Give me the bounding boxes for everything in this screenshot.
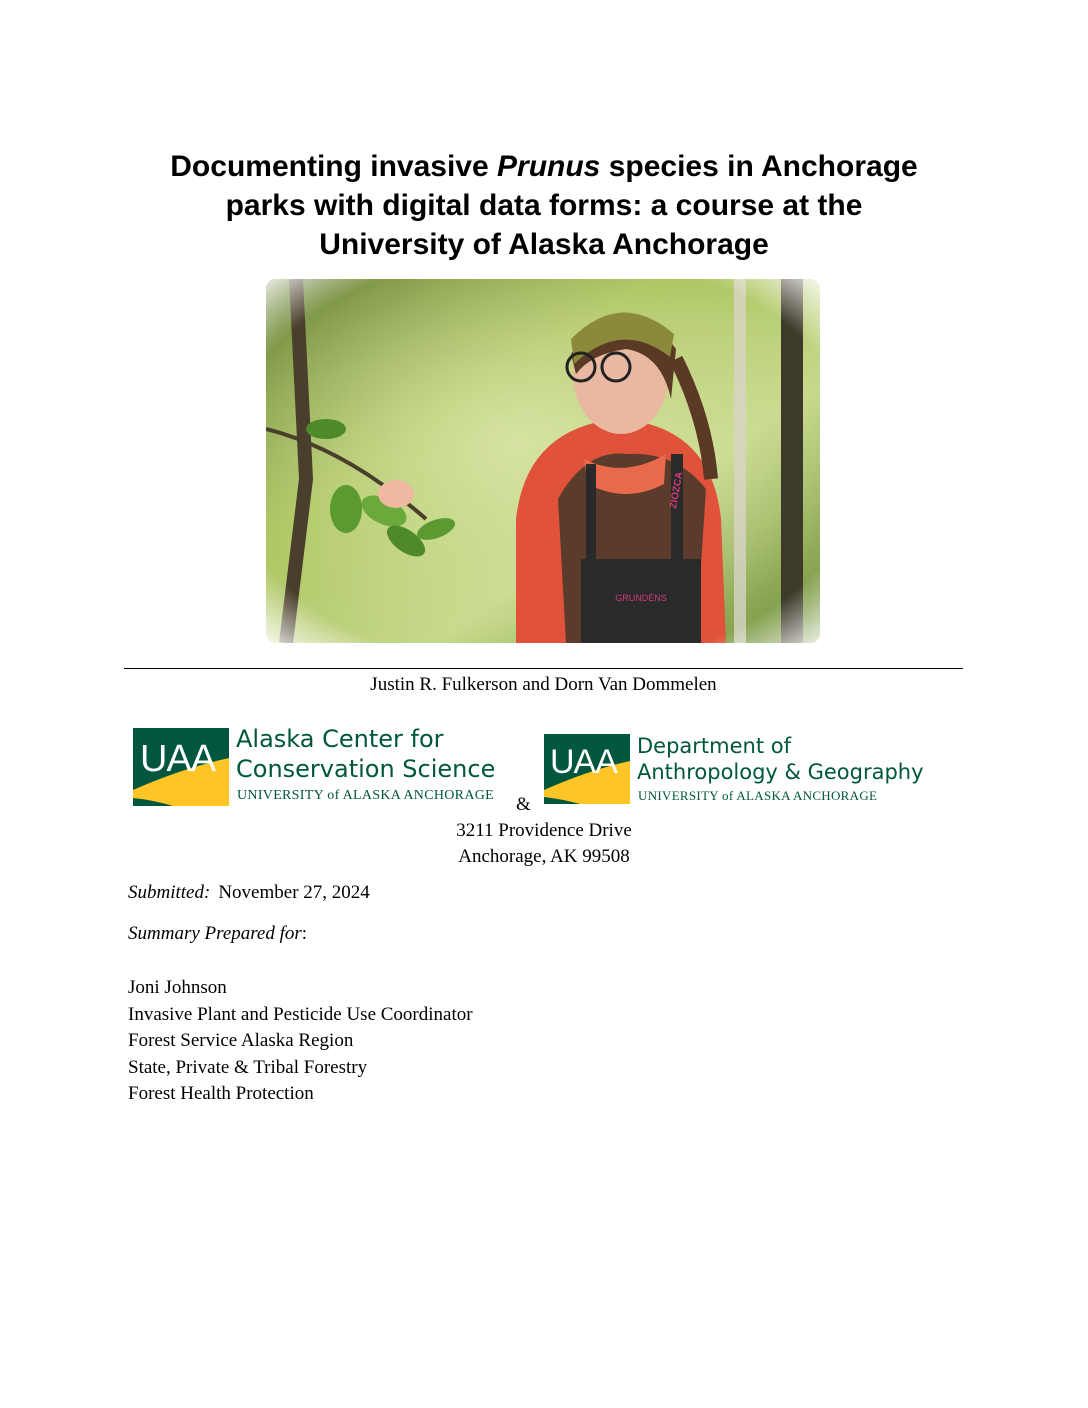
submitted-line [128,882,370,904]
recipient-block [128,975,473,1108]
recipient-org: Forest Service Alaska Region [128,1030,354,1051]
recipient-title: Invasive Plant and Pesticide Use Coordinator [128,1003,473,1025]
divider [124,668,963,669]
logo-line-1: Alaska Center for [236,725,444,753]
submitted-date: November 27, 2024 [218,882,370,903]
logo-line-2: Anthropology & Geography [637,760,924,784]
uaa-logo-mark [133,728,229,806]
prepared-for-label: Summary Prepared for [128,923,302,944]
recipient-name: Joni Johnson [128,977,227,998]
report-title [100,147,988,264]
prepared-for-line [128,923,307,945]
ampersand: & [516,794,531,815]
recipient-division: State, Private & Tribal Forestry [128,1056,368,1078]
uaa-logo-mark [544,734,630,804]
submitted-label: Submitted: [128,882,211,903]
title-line-3: University of Alaska Anchorage [319,228,769,261]
uaa-anthro-geo-logo [544,734,924,806]
logo-line-3: UNIVERSITY of ALASKA ANCHORAGE [638,788,878,803]
uaa-wordmark: UAA [550,743,617,781]
address [344,818,744,870]
prepared-for-colon: : [301,923,308,944]
authors: Justin R. Fulkerson and Dorn Van Dommelen [370,674,717,695]
logo-line-3: UNIVERSITY of ALASKA ANCHORAGE [237,788,494,803]
logo-line-2: Conservation Science [236,755,496,783]
logo-line-1: Department of [637,734,791,758]
title-line-1 [100,147,988,186]
title-text: species in Anchorage [600,150,918,183]
address-city: Anchorage, AK 99508 [458,846,630,867]
title-genus: Prunus [497,150,601,183]
cover-photo [266,279,820,643]
uaa-wordmark: UAA [140,738,216,780]
title-text: Documenting invasive [170,150,498,183]
recipient-unit: Forest Health Protection [128,1083,314,1104]
title-line-2: parks with digital data forms: a course at the [225,189,863,222]
uaa-accs-logo [133,725,513,808]
address-street: 3211 Providence Drive [456,820,632,841]
